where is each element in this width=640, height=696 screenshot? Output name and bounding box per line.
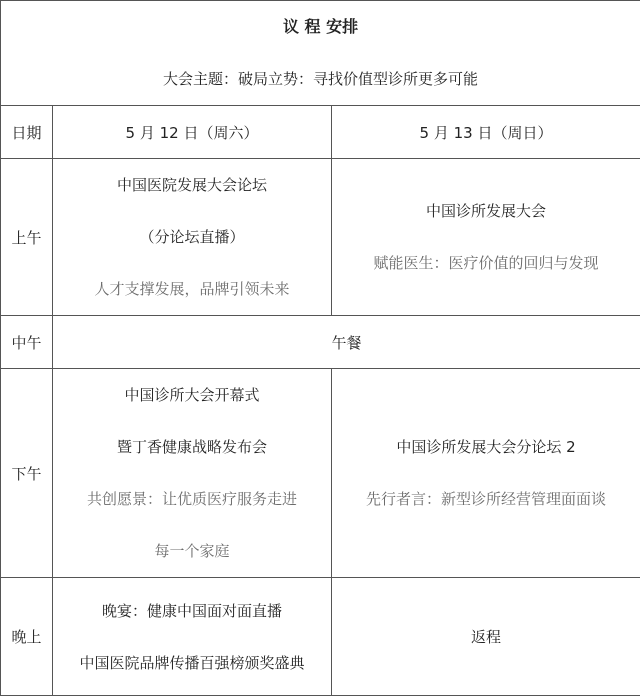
morning-day1-title: 中国医院发展大会论坛 — [53, 159, 331, 211]
afternoon-day1-title-2: 暨丁香健康战略发布会 — [53, 421, 331, 473]
evening-day1-title-2: 中国医院品牌传播百强榜颁奖盛典 — [53, 637, 331, 689]
evening-day1-cell — [53, 578, 332, 696]
afternoon-day1-subtitle-2: 每一个家庭 — [53, 525, 331, 577]
evening-day2-cell: 返程 — [332, 578, 640, 696]
morning-day1-note: （分论坛直播） — [53, 211, 331, 263]
morning-day2-cell — [332, 159, 640, 316]
day2-header: 5 月 13 日（周日） — [332, 106, 640, 159]
afternoon-day2-subtitle: 先行者言：新型诊所经营管理面面谈 — [332, 473, 640, 525]
evening-label: 晚上 — [1, 578, 53, 696]
day1-header: 5 月 12 日（周六） — [53, 106, 332, 159]
afternoon-day1-subtitle: 共创愿景：让优质医疗服务走进 — [53, 473, 331, 525]
afternoon-day1-title: 中国诊所大会开幕式 — [53, 369, 331, 421]
morning-day1-cell — [53, 159, 332, 316]
afternoon-day2-title: 中国诊所发展大会分论坛 2 — [332, 421, 640, 473]
noon-content: 午餐 — [53, 316, 640, 369]
afternoon-day2-cell — [332, 369, 640, 578]
morning-day2-title: 中国诊所发展大会 — [332, 185, 640, 237]
morning-day1-subtitle: 人才支撑发展，品牌引领未来 — [53, 263, 331, 315]
agenda-header — [1, 1, 640, 106]
agenda-title: 议 程 安排 — [1, 1, 640, 53]
evening-day1-title: 晚宴：健康中国面对面直播 — [53, 585, 331, 637]
afternoon-label: 下午 — [1, 369, 53, 578]
morning-day2-subtitle: 赋能医生：医疗价值的回归与发现 — [332, 237, 640, 289]
noon-label: 中午 — [1, 316, 53, 369]
afternoon-day1-cell — [53, 369, 332, 578]
morning-label: 上午 — [1, 159, 53, 316]
date-label: 日期 — [1, 106, 53, 159]
conference-theme: 大会主题：破局立势：寻找价值型诊所更多可能 — [1, 53, 640, 105]
